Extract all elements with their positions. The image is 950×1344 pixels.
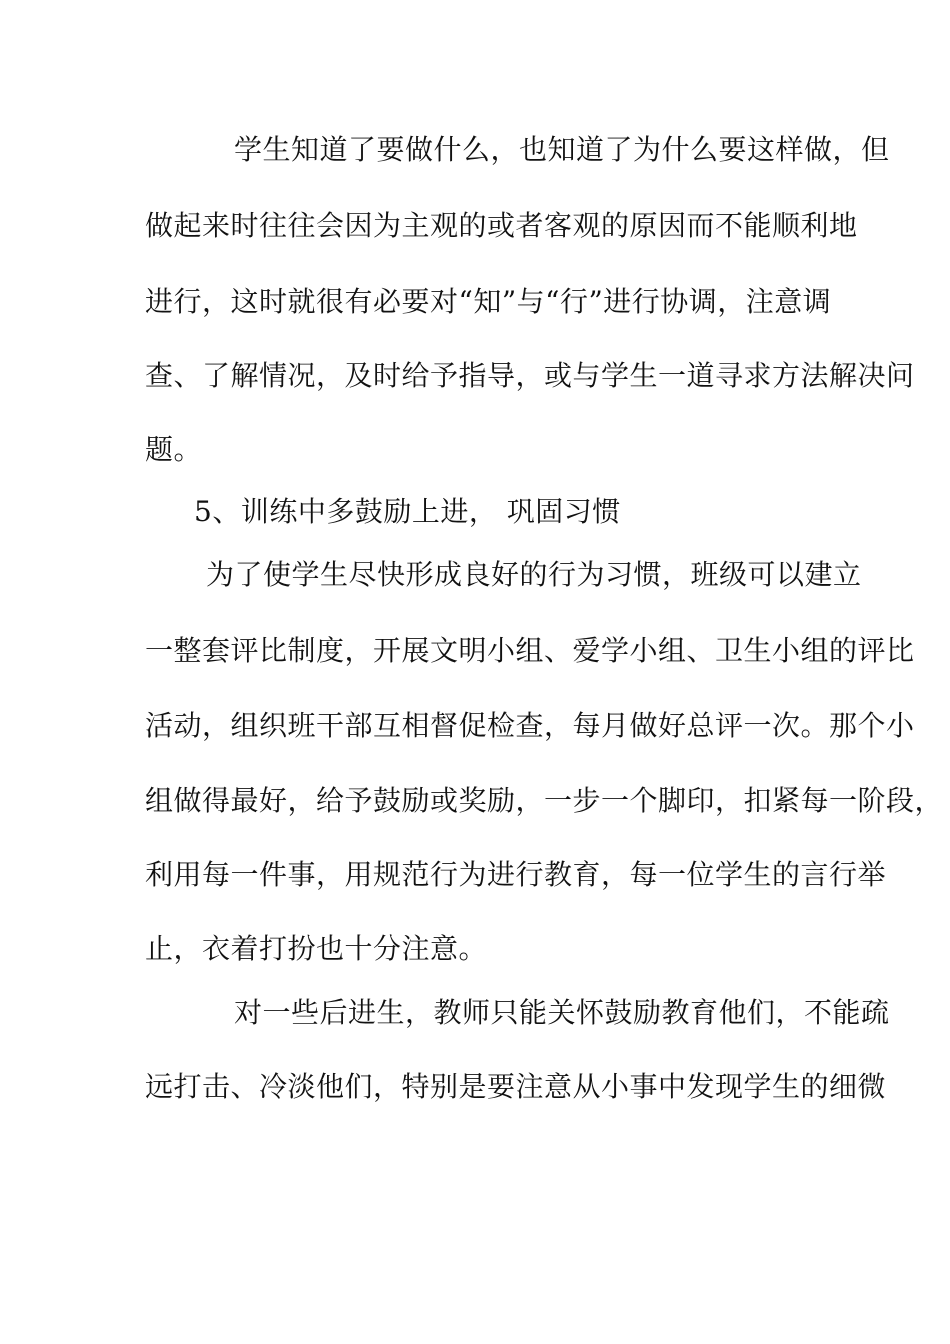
paragraph-line: 题。 — [145, 433, 203, 466]
paragraph-line: 远打击、冷淡他们，特别是要注意从小事中发现学生的细微 — [145, 1070, 887, 1103]
paragraph-line: 查、了解情况，及时给予指导，或与学生一道寻求方法解决问 — [145, 359, 915, 392]
paragraph-line: 为了使学生尽快形成良好的行为习惯，班级可以建立 — [206, 558, 862, 591]
paragraph-line: 学生知道了要做什么，也知道了为什么要这样做，但 — [234, 133, 890, 166]
paragraph-line: 活动，组织班干部互相督促检查，每月做好总评一次。那个小 — [145, 709, 915, 742]
paragraph-line: 一整套评比制度，开展文明小组、爱学小组、卫生小组的评比 — [145, 634, 915, 667]
paragraph-line: 对一些后进生，教师只能关怀鼓励教育他们，不能疏 — [234, 996, 890, 1029]
section-heading: 5、训练中多鼓励上进， 巩固习惯 — [194, 495, 621, 528]
paragraph-line: 进行，这时就很有必要对“知”与“行”进行协调，注意调 — [145, 285, 832, 318]
paragraph-line: 做起来时往往会因为主观的或者客观的原因而不能顺利地 — [145, 209, 858, 242]
paragraph-line: 组做得最好，给予鼓励或奖励，一步一个脚印，扣紧每一阶段， — [145, 784, 944, 817]
paragraph-line: 利用每一件事，用规范行为进行教育，每一位学生的言行举 — [145, 858, 887, 891]
paragraph-line: 止，衣着打扮也十分注意。 — [145, 932, 488, 965]
